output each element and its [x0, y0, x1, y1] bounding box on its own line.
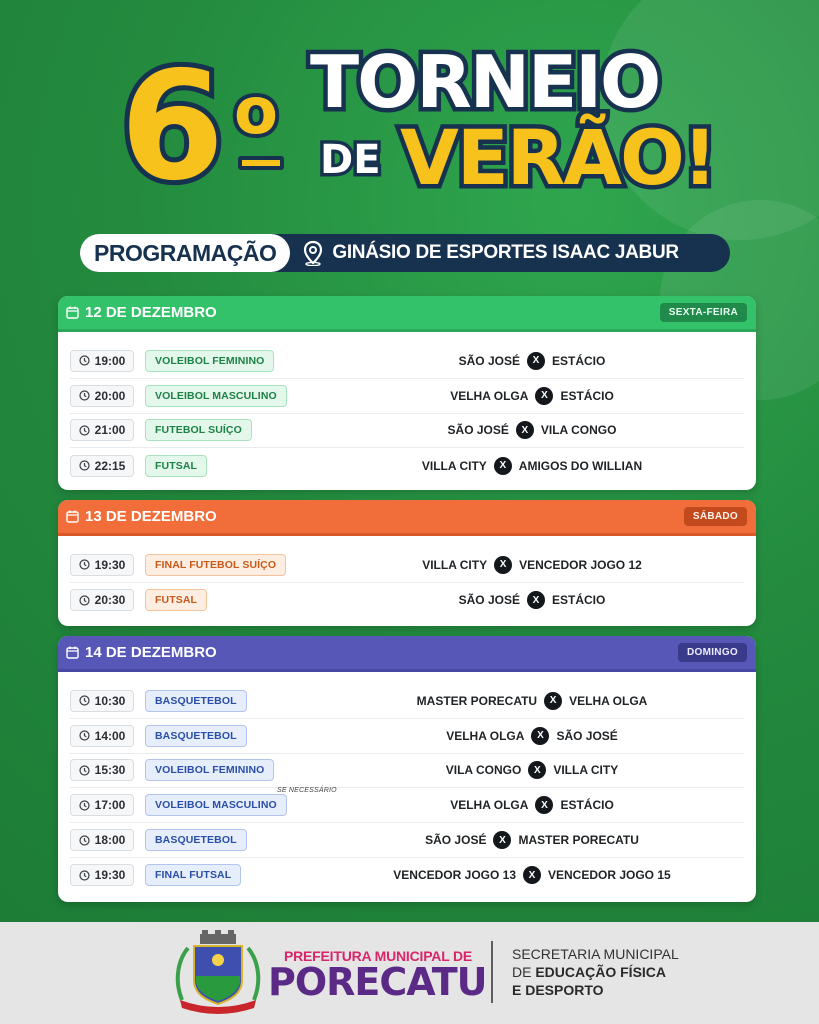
matchup — [320, 719, 744, 753]
vs-icon: X — [527, 591, 545, 609]
secretaria-text: SECRETARIA MUNICIPAL DE EDUCAÇÃO FÍSICA E DESPORTO — [512, 946, 679, 998]
team-b: ESTÁCIO — [552, 353, 606, 368]
program-location — [302, 240, 678, 266]
match-row — [70, 379, 744, 414]
clock-icon — [79, 870, 90, 881]
sport-badge: VOLEIBOL MASCULINO — [145, 385, 287, 407]
matchup — [320, 684, 744, 718]
vs-icon: X — [527, 352, 545, 370]
clock-icon — [79, 595, 90, 606]
match-time-text: 20:30 — [94, 593, 126, 608]
vs-icon: X — [494, 457, 512, 475]
sport-badge: FINAL FUTSAL — [145, 864, 241, 886]
match-time-text: 10:30 — [94, 693, 126, 708]
day-header — [58, 500, 756, 536]
matchup — [320, 788, 744, 822]
title-number: 6 o — [120, 52, 220, 202]
team-b: VILLA CITY — [553, 763, 619, 778]
sport-badge: BASQUETEBOL — [145, 725, 247, 747]
map-pin-icon — [302, 240, 324, 266]
team-a: VILLA CITY — [421, 458, 487, 473]
city-name: PORECATU — [268, 960, 487, 1004]
match-time — [70, 690, 134, 712]
team-b: MASTER PORECATU — [518, 833, 639, 848]
match-time-text: 21:00 — [94, 423, 126, 438]
title-ordinal-bar — [238, 156, 284, 170]
team-b: VILA CONGO — [540, 423, 617, 438]
matchup — [320, 583, 744, 618]
clock-icon — [79, 765, 90, 776]
clock-icon — [79, 730, 90, 741]
team-b: ESTÁCIO — [560, 798, 614, 813]
prefeitura-label: PREFEITURA MUNICIPAL DE — [284, 948, 473, 964]
team-b: AMIGOS DO WILLIAN — [518, 458, 643, 473]
match-row — [70, 548, 744, 583]
match-time — [70, 419, 134, 441]
porecatu-crest-logo — [172, 930, 264, 1016]
clock-icon — [79, 559, 90, 570]
team-b: VELHA OLGA — [569, 693, 648, 708]
match-time — [70, 725, 134, 747]
program-bar — [80, 234, 730, 272]
vs-icon: X — [528, 761, 546, 779]
vs-icon: X — [531, 727, 549, 745]
match-row — [70, 583, 744, 618]
team-a: VILA CONGO — [445, 763, 522, 778]
sport-badge: FINAL FUTEBOL SUÍÇO — [145, 554, 286, 576]
sport-badge: FUTSAL — [145, 455, 207, 477]
match-list — [58, 672, 756, 901]
sport-badge: VOLEIBOL MASCULINO — [145, 794, 287, 816]
match-row — [70, 858, 744, 893]
match-row — [70, 754, 744, 789]
day-date — [66, 644, 217, 661]
matchup — [320, 344, 744, 378]
match-row — [70, 719, 744, 754]
match-time-text: 18:00 — [94, 833, 126, 848]
matchup — [320, 858, 744, 893]
clock-icon — [79, 460, 90, 471]
day-date-text: 12 DE DEZEMBRO — [85, 304, 217, 321]
title-line2: VERÃO! — [400, 113, 716, 202]
team-b: SÃO JOSÉ — [556, 728, 618, 743]
team-b: ESTÁCIO — [552, 593, 606, 608]
match-time — [70, 554, 134, 576]
vs-icon: X — [523, 866, 541, 884]
vs-icon: X — [516, 421, 534, 439]
match-time — [70, 794, 134, 816]
day-header — [58, 636, 756, 672]
calendar-icon — [66, 646, 79, 659]
match-note: SE NECESSÁRIO — [277, 787, 337, 795]
program-label: PROGRAMAÇÃO — [80, 234, 290, 272]
match-list — [58, 332, 756, 490]
match-time-text: 19:30 — [94, 557, 126, 572]
match-row — [70, 823, 744, 858]
team-b: VENCEDOR JOGO 12 — [519, 557, 642, 572]
location-text: GINÁSIO DE ESPORTES ISAAC JABUR — [332, 242, 679, 263]
match-time — [70, 385, 134, 407]
vs-icon: X — [544, 692, 562, 710]
footer-divider — [491, 941, 493, 1003]
match-time — [70, 455, 134, 477]
vs-icon: X — [494, 556, 512, 574]
clock-icon — [79, 835, 90, 846]
matchup — [320, 379, 744, 413]
match-time-text: 20:00 — [94, 388, 126, 403]
vs-icon: X — [493, 831, 511, 849]
sport-badge: FUTSAL — [145, 589, 207, 611]
day-date-text: 13 DE DEZEMBRO — [85, 508, 217, 525]
sport-badge: VOLEIBOL FEMININO — [145, 350, 274, 372]
match-time — [70, 589, 134, 611]
calendar-icon — [66, 306, 79, 319]
day-card — [58, 296, 756, 490]
team-a: VELHA OLGA — [446, 728, 525, 743]
weekday-badge: SEXTA-FEIRA — [660, 303, 747, 322]
match-time-text: 14:00 — [94, 728, 126, 743]
match-time-text: 17:00 — [94, 798, 126, 813]
calendar-icon — [66, 510, 79, 523]
match-row — [70, 344, 744, 379]
weekday-badge: SÁBADO — [684, 507, 747, 526]
clock-icon — [79, 695, 90, 706]
match-row — [70, 788, 744, 823]
weekday-badge: DOMINGO — [678, 643, 747, 662]
match-list — [58, 536, 756, 626]
match-row — [70, 448, 744, 483]
clock-icon — [79, 390, 90, 401]
team-a: MASTER PORECATU — [416, 693, 538, 708]
day-header — [58, 296, 756, 332]
day-date — [66, 508, 217, 525]
match-time-text: 19:00 — [94, 353, 126, 368]
vs-icon: X — [535, 796, 553, 814]
team-a: SÃO JOSÉ — [447, 423, 509, 438]
vs-icon: X — [535, 387, 553, 405]
sport-badge: BASQUETEBOL — [145, 829, 247, 851]
day-card — [58, 636, 756, 902]
clock-icon — [79, 425, 90, 436]
match-time-text: 19:30 — [94, 868, 126, 883]
sport-badge: FUTEBOL SUÍÇO — [145, 419, 252, 441]
matchup — [320, 414, 744, 448]
team-b: VENCEDOR JOGO 15 — [548, 868, 671, 883]
sport-badge: BASQUETEBOL — [145, 690, 247, 712]
team-b: ESTÁCIO — [560, 388, 614, 403]
team-a: SÃO JOSÉ — [458, 353, 520, 368]
team-a: VELHA OLGA — [450, 388, 529, 403]
tournament-title — [110, 22, 716, 214]
title-de: DE — [320, 137, 381, 183]
matchup — [320, 754, 744, 788]
match-time — [70, 829, 134, 851]
day-date-text: 14 DE DEZEMBRO — [85, 644, 217, 661]
day-card — [58, 500, 756, 626]
team-a: SÃO JOSÉ — [458, 593, 520, 608]
match-row — [70, 414, 744, 449]
clock-icon — [79, 800, 90, 811]
match-time — [70, 864, 134, 886]
clock-icon — [79, 355, 90, 366]
title-ordinal: o — [234, 75, 274, 149]
matchup — [320, 548, 744, 582]
day-date — [66, 304, 217, 321]
sport-badge: VOLEIBOL FEMININO — [145, 759, 274, 781]
team-a: VENCEDOR JOGO 13 — [393, 868, 516, 883]
match-row — [70, 684, 744, 719]
title-line1: TORNEIO — [310, 40, 660, 124]
match-time — [70, 759, 134, 781]
matchup — [320, 448, 744, 483]
team-a: VILLA CITY — [422, 557, 488, 572]
matchup — [320, 823, 744, 857]
team-a: SÃO JOSÉ — [425, 833, 487, 848]
match-time-text: 15:30 — [94, 763, 126, 778]
match-time-text: 22:15 — [94, 458, 126, 473]
match-time — [70, 350, 134, 372]
team-a: VELHA OLGA — [450, 798, 529, 813]
